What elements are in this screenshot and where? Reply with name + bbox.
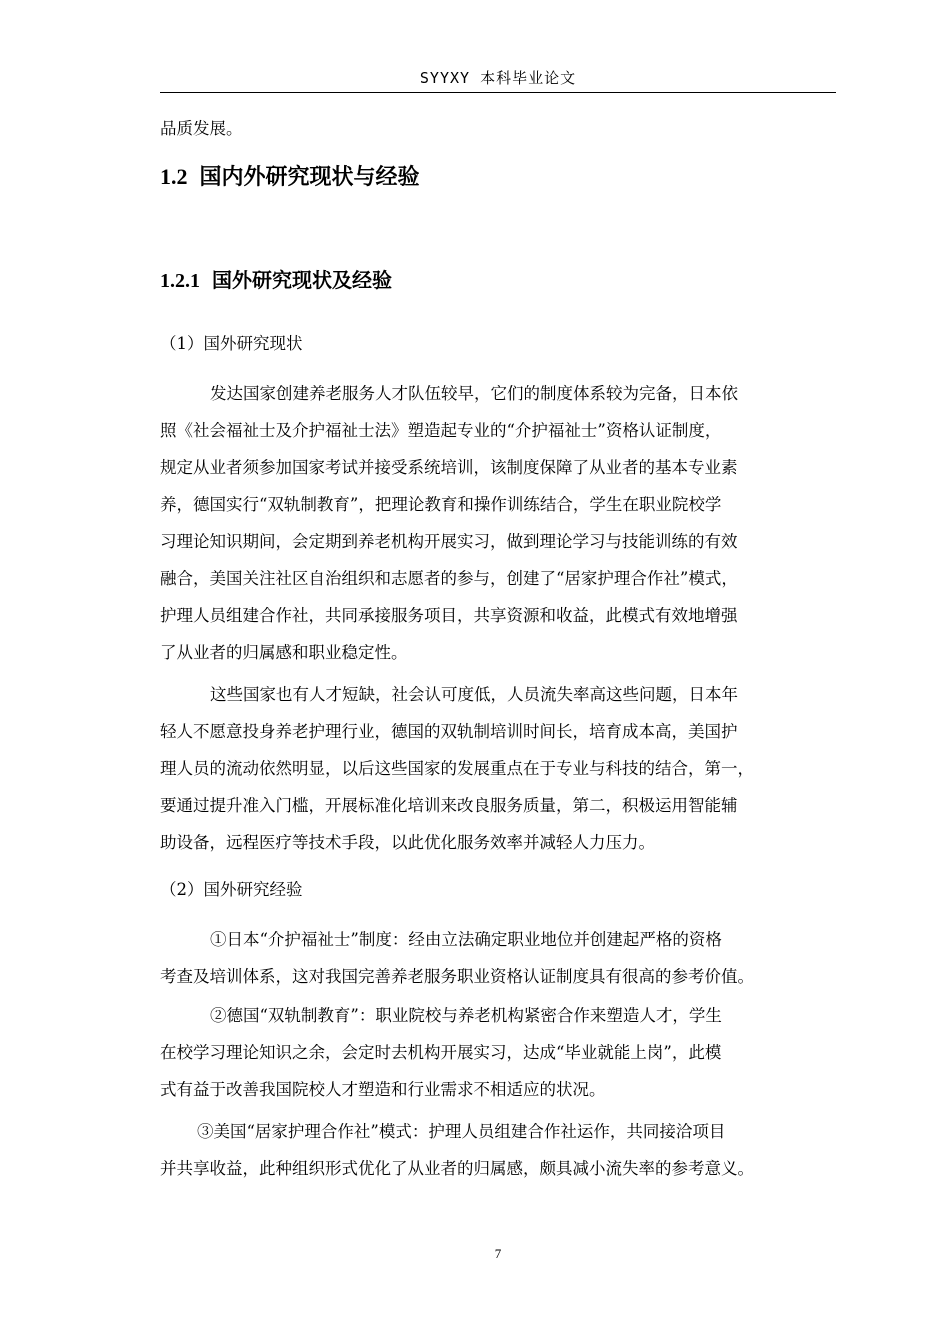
paragraph-line: 在校学习理论知识之余，会定时去机构开展实习，达成“毕业就能上岗”，此模 xyxy=(160,1043,722,1062)
paragraph-line: 了从业者的归属感和职业稳定性。 xyxy=(160,643,408,662)
paragraph-line: 并共享收益，此种组织形式优化了从业者的归属感，颇具减小流失率的参考意义。 xyxy=(160,1159,754,1178)
paragraph-line: 轻人不愿意投身养老护理行业，德国的双轨制培训时间长，培育成本高，美国护 xyxy=(160,722,738,741)
paragraph-line: 习理论知识期间，会定期到养老机构开展实习，做到理论学习与技能训练的有效 xyxy=(160,532,738,551)
paragraph-line: ①日本“介护福祉士”制度：经由立法确定职业地位并创建起严格的资格 xyxy=(210,930,722,949)
subsection-title: 国外研究现状及经验 xyxy=(212,268,392,292)
section-number: 1.2 xyxy=(160,164,188,189)
paragraph-line: 养，德国实行“双轨制教育”，把理论教育和操作训练结合，学生在职业院校学 xyxy=(160,495,722,514)
paragraph-line: 融合，美国关注社区自治组织和志愿者的参与，创建了“居家护理合作社”模式， xyxy=(160,569,738,588)
part1-label: （1）国外研究现状 xyxy=(160,334,303,353)
section-heading xyxy=(160,162,420,193)
paragraph-line: 护理人员组建合作社，共同承接服务项目，共享资源和收益，此模式有效地增强 xyxy=(160,606,738,625)
continuation-text: 品质发展。 xyxy=(160,119,243,138)
paragraph-line: 理人员的流动依然明显，以后这些国家的发展重点在于专业与科技的结合，第一， xyxy=(160,759,754,778)
section-title: 国内外研究现状与经验 xyxy=(199,165,420,190)
paragraph-line: ③美国“居家护理合作社”模式：护理人员组建合作社运作，共同接洽项目 xyxy=(197,1122,726,1141)
subsection-number: 1.2.1 xyxy=(160,270,200,292)
paragraph-line: 这些国家也有人才短缺，社会认可度低，人员流失率高这些问题，日本年 xyxy=(210,685,738,704)
paragraph-line: 照《社会福祉士及介护福祉士法》塑造起专业的“介护福祉士”资格认证制度， xyxy=(160,421,722,440)
subsection-heading xyxy=(160,266,392,295)
paragraph-line: 式有益于改善我国院校人才塑造和行业需求不相适应的状况。 xyxy=(160,1080,606,1099)
page-number: 7 xyxy=(494,1246,502,1261)
paragraph-line: 发达国家创建养老服务人才队伍较早，它们的制度体系较为完备，日本依 xyxy=(210,384,738,403)
part2-label: （2）国外研究经验 xyxy=(160,880,303,899)
paragraph-line: 要通过提升准入门槛，开展标准化培训来改良服务质量，第二，积极运用智能辅 xyxy=(160,796,738,815)
running-header: SYYXY 本科毕业论文 xyxy=(419,69,577,87)
header-rule xyxy=(160,92,836,93)
paragraph-line: ②德国“双轨制教育”：职业院校与养老机构紧密合作来塑造人才，学生 xyxy=(210,1006,722,1025)
paragraph-line: 考查及培训体系，这对我国完善养老服务职业资格认证制度具有很高的参考价值。 xyxy=(160,967,754,986)
paragraph-line: 助设备，远程医疗等技术手段，以此优化服务效率并减轻人力压力。 xyxy=(160,833,655,852)
paragraph-line: 规定从业者须参加国家考试并接受系统培训，该制度保障了从业者的基本专业素 xyxy=(160,458,738,477)
